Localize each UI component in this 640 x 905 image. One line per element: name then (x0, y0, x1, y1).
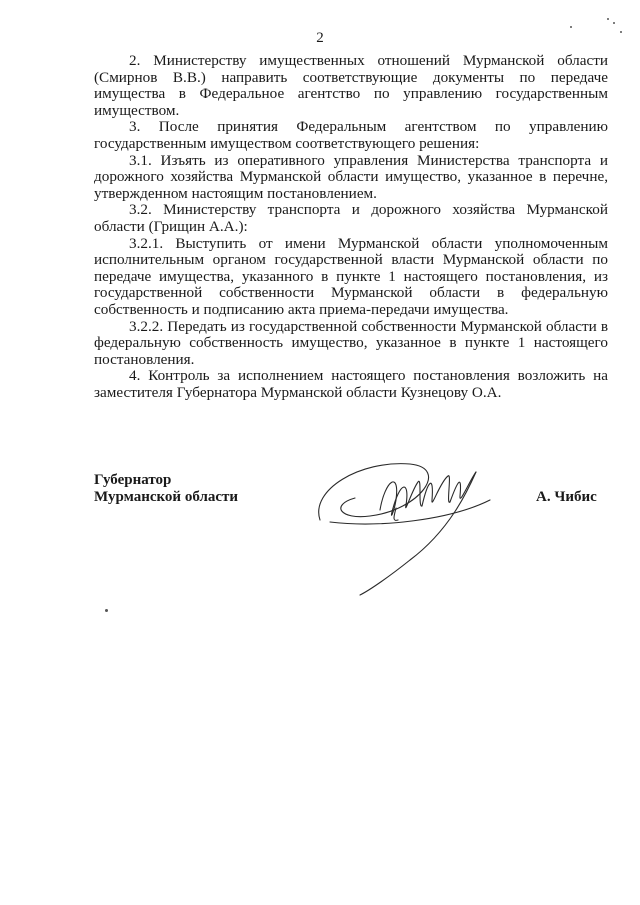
paragraph-3-1: 3.1. Изъять из оперативного управления Министерства транспорта и дорожного хозяйства Мурманской области имущество, указанное в перечне, утвержденном настоящим постановлением. (94, 151, 608, 202)
position-line-2: Мурманской области (94, 489, 239, 505)
page-number: 2 (316, 30, 324, 46)
scan-speck (620, 31, 622, 33)
scan-speck (105, 609, 108, 612)
paragraph-3-2-1: 3.2.1. Выступить от имени Мурманской области уполномоченным исполнительным органом государственной власти Мурманской области по передаче имущества, указанного в пункте 1 настоящего постановления, из государственной собственности Мурманской области в федеральную собственность и подписанию акта приема-передачи имущества. (94, 234, 608, 318)
paragraph-4: 4. Контроль за исполнением настоящего постановления возложить на заместителя Губернатора Мурманской области Кузнецову О.А. (94, 367, 608, 401)
paragraph-2: 2. Министерству имущественных отношений Мурманской области (Смирнов В.В.) направить соответствующие документы по передаче имущества в Федеральное агентство по управлению государственным имуществом. (94, 52, 608, 119)
paragraph-3-2-2: 3.2.2. Передать из государственной собственности Мурманской области в федеральную собственность имущество, указанное в пункте 1 настоящего постановления. (94, 317, 608, 368)
position-line-1: Губернатор (94, 472, 172, 488)
scan-speck (570, 26, 572, 28)
signatory-name: А. Чибис (536, 489, 597, 505)
scan-speck (607, 18, 609, 20)
paragraph-3: 3. После принятия Федеральным агентством по управлению государственным имуществом соответствующего решения: (94, 118, 608, 152)
paragraph-3-2: 3.2. Министерству транспорта и дорожного хозяйства Мурманской области (Грищин А.А.): (94, 201, 608, 235)
signatory-position (94, 472, 238, 506)
document-body (94, 53, 608, 401)
scan-speck (613, 22, 615, 24)
handwritten-signature (300, 450, 520, 600)
